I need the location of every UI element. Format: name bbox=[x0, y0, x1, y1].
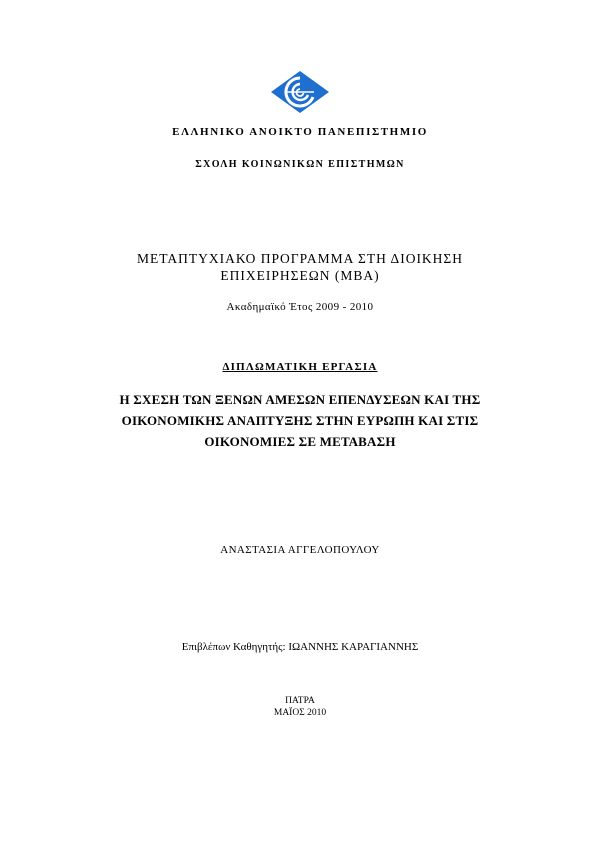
program-line-2: ΕΠΙΧΕΙΡΗΣΕΩΝ (MBA) bbox=[220, 268, 380, 283]
program-name bbox=[0, 250, 600, 284]
program-line-1: ΜΕΤΑΠΤΥΧΙΑΚΟ ΠΡΟΓΡΑΜΜΑ ΣΤΗ ΔΙΟΙΚΗΣΗ bbox=[136, 251, 464, 266]
thesis-title bbox=[0, 389, 600, 452]
supervisor: Επιβλέπων Καθηγητής: ΙΩΑΝΝΗΣ ΚΑΡΑΓΙΑΝΝΗΣ bbox=[181, 641, 419, 653]
date: ΜΑΪΟΣ 2010 bbox=[273, 708, 327, 718]
university-logo-icon bbox=[270, 70, 330, 114]
school-name: ΣΧΟΛΗ ΚΟΙΝΩΝΙΚΩΝ ΕΠΙΣΤΗΜΩΝ bbox=[195, 159, 405, 170]
author-name: ΑΝΑΣΤΑΣΙΑ ΑΓΓΕΛΟΠΟΥΛΟΥ bbox=[220, 544, 380, 556]
thesis-title-line-3: ΟΙΚΟΝΟΜΙΕΣ ΣΕ ΜΕΤΑΒΑΣΗ bbox=[204, 434, 396, 449]
university-name: ΕΛΛΗΝΙΚΟ ΑΝΟΙΚΤΟ ΠΑΝΕΠΙΣΤΗΜΙΟ bbox=[172, 126, 428, 138]
thesis-title-line-2: ΟΙΚΟΝΟΜΙΚΗΣ ΑΝΑΠΤΥΞΗΣ ΣΤΗΝ ΕΥΡΩΠΗ ΚΑΙ ΣΤΙΣ bbox=[121, 413, 479, 428]
thesis-title-line-1: Η ΣΧΕΣΗ ΤΩΝ ΞΕΝΩΝ ΑΜΕΣΩΝ ΕΠΕΝΔΥΣΕΩΝ ΚΑΙ ΤΗΣ bbox=[119, 392, 481, 407]
document-type-label bbox=[0, 361, 600, 373]
city: ΠΑΤΡΑ bbox=[285, 696, 315, 706]
document-type-text: ΔΙΠΛΩΜΑΤΙΚΗ ΕΡΓΑΣΙΑ bbox=[222, 361, 378, 373]
academic-year: Ακαδημαϊκό Έτος 2009 - 2010 bbox=[226, 301, 374, 313]
